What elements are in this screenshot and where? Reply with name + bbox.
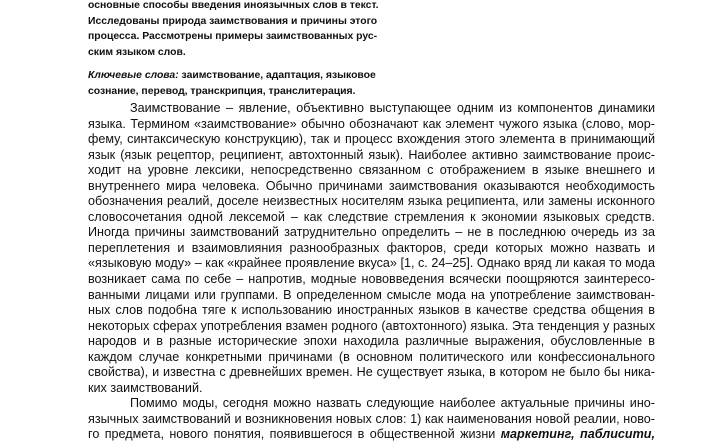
body-line: язык (язык рецептор, реципиент, автохтонный язык). Наиболее активно заимствование проис-	[88, 147, 655, 162]
body-line-text: го предмета, нового понятия, появившегося в общественной жизни	[88, 427, 501, 442]
abstract-line: процесса. Рассмотрены примеры заимствованных рус-	[88, 31, 378, 42]
keywords-label: Ключевые слова:	[88, 70, 179, 81]
keywords-line-2: сознание, перевод, транскрипция, транслитерация.	[88, 85, 356, 97]
keywords-text-1: заимствование, адаптация, языковое	[178, 70, 376, 81]
body-line: словосочетания одной лексемой – как следствие стремления к экономии языковых средств.	[88, 209, 655, 224]
body-line	[88, 427, 655, 443]
body-line: свойства), и известна с древнейших времен. Не существует языка, в котором не было бы ника-	[88, 365, 655, 380]
keywords-line-1	[88, 68, 376, 84]
body-line: некоторых сферах употребления взамен родного (автохтонного) языка. Эта тенденция у разных	[88, 318, 655, 333]
abstract-line: основные способы введения иноязычных слов в текст.	[88, 0, 379, 11]
abstract-line: Исследованы природа заимствования и причины этого	[88, 15, 378, 27]
body-line: внутреннего мира человека. Обычно причинами заимствования оказываются необходимость	[88, 178, 655, 193]
body-line: ванными лицами или группами. В определенном смысле мода на употребление заимствован-	[88, 287, 655, 302]
body-line: ных слов подобна тяге к использованию иностранных языков в качестве средства общения в	[88, 303, 655, 318]
body-line: ходит на уровне лексики, непосредственно связанном с отображением в языке внешнего и	[88, 163, 655, 178]
body-line: народов и в разные исторические эпохи находила различные выражения, обусловленные в	[88, 334, 655, 349]
body-line: переплетения и взаимовлияния разнообразных факторов, среди которых можно назвать и	[88, 240, 655, 255]
body-text	[88, 101, 655, 443]
keywords	[88, 68, 376, 99]
body-line: Заимствование – явление, объективно выступающее одним из компонентов динамики	[130, 101, 655, 115]
body-line: обозначения реалий, доселе неизвестных носителям языка реципиента, или замены исконного	[88, 194, 655, 209]
body-line: Помимо моды, сегодня можно назвать следующие наиболее актуальные причины ино-	[130, 396, 655, 411]
body-line: язычных заимствований и возникновения новых слов: 1) как наименования новой реалии, ново-	[88, 411, 655, 426]
abstract	[88, 0, 379, 60]
body-line: «языковую моду» – как «крайнее проявление вкуса» [1, с. 24–25]. Однако вряд ли какая то мода	[88, 256, 655, 271]
body-line: Иногда причины заимствований затруднительно определить – не в последнюю очередь из за	[88, 225, 655, 240]
abstract-line: ским языком слов.	[88, 46, 186, 58]
emphasized-terms: маркетинг, паблисити,	[500, 427, 655, 442]
body-line: языка. Термином «заимствование» обычно обозначают как элемент чужого языка (слово, мор-	[88, 116, 655, 131]
body-line: ких заимствований.	[88, 380, 203, 395]
body-line: возникает сама по себе – напротив, модные нововведения всячески поощряются заинтересо-	[88, 272, 655, 287]
body-line: каждом случае конкретными причинами (в основном политического или конфессионального	[88, 349, 655, 364]
body-line: фему, синтаксическую конструкцию), так и процесс вхождения этого элемента в принимающий	[88, 132, 655, 147]
